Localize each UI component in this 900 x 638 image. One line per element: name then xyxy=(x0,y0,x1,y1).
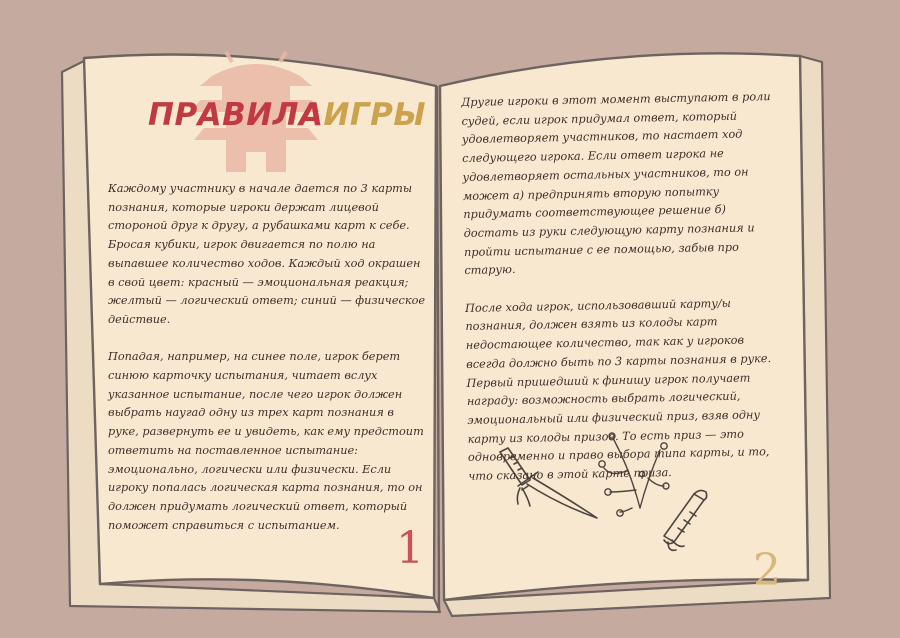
right-paragraph-1: Другие игроки в этот момент выступают в роли судей, если игрок придумал ответ, который удовлетворяет участников, то настает ход следующего игрока. Если ответ игрока не удовлетворяет остальных участников, то он может а) предпринять вторую попытку придумать соответствующее решение б) достать из руки следующую карту познания и пройти испытание с ее помощью, забыв про старую. xyxy=(461,90,771,278)
title-word-game: ИГРЫ xyxy=(323,97,427,133)
page-number-2: 2 xyxy=(753,545,781,596)
right-paragraph-2: После хода игрок, использовавший карту/ы познания, должен взять из колоды карт недостающее количество, так как у игроков всегда должно быть по 3 карты познания в руке. Первый пришедший к финишу игрок получает награду: возможность выбрать логический, эмоциональный или физический приз, взяв одну карту из колоды призов. То есть приз — это одновременно и право выбора типа карты, и то, что сказано в этой карте приза. xyxy=(464,296,772,483)
title-word-rules: ПРАВИЛА xyxy=(148,97,324,133)
page-number-1: 1 xyxy=(396,523,424,574)
page-title xyxy=(148,97,427,133)
left-paragraph-2: Попадая, например, на синее поле, игрок берет синюю карточку испытания, читает вслух указанное испытание, после чего игрок должен выбрать наугад одну из трех карт познания в руке, развернуть ее и увидеть, как ему предстоит ответить на поставленное испытание: эмоционально, логически или физически. Если игроку попалась логическая карта познания, то он должен придумать логический ответ, который поможет справиться с испытанием. xyxy=(108,350,424,532)
right-page-text xyxy=(461,88,786,487)
left-page-text xyxy=(108,180,426,535)
book-spine xyxy=(437,86,439,612)
left-paragraph-1: Каждому участнику в начале дается по 3 карты познания, которые игроки держат лицевой стороной друг к другу, а рубашками карт к себе. Бросая кубики, игрок двигается по полю на выпавшее количество ходов. Каждый ход окрашен в свой цвет: красный — эмоциональная реакция; желтый — логический ответ; синий — физическое действие. xyxy=(108,182,426,326)
